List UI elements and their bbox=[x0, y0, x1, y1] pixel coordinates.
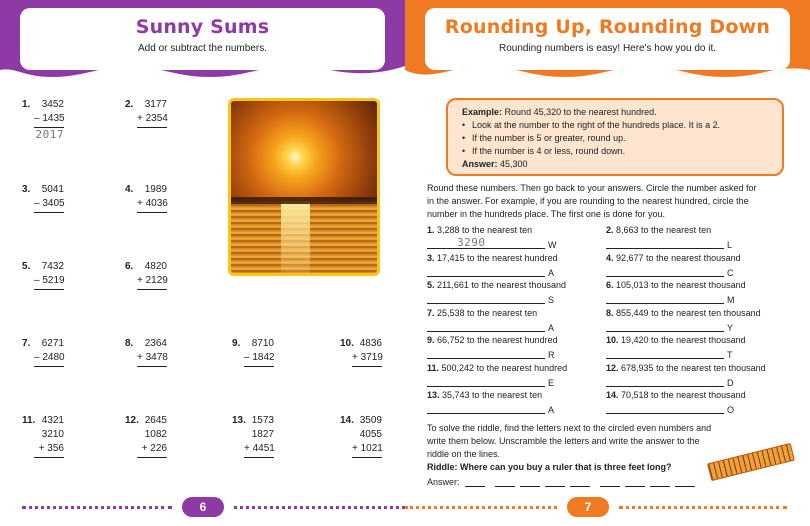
operand: + 1021 bbox=[352, 443, 383, 454]
item-text: 8,663 to the nearest ten bbox=[616, 225, 712, 235]
item-text: 66,752 to the nearest hundred bbox=[437, 335, 558, 345]
answer-rule bbox=[137, 212, 167, 213]
riddle-letter: S bbox=[548, 295, 555, 305]
item-text: 70,518 to the nearest thousand bbox=[621, 390, 746, 400]
example-box bbox=[446, 98, 784, 176]
item-number: 8. bbox=[606, 307, 614, 318]
rounding-item bbox=[606, 279, 776, 306]
operand: 5041 bbox=[41, 184, 64, 195]
item-text: 35,743 to the nearest ten bbox=[442, 390, 543, 400]
operand: 3509 bbox=[359, 415, 382, 426]
operand: 2645 bbox=[144, 415, 167, 426]
riddle-letter: E bbox=[548, 377, 555, 388]
example-bullets bbox=[462, 119, 768, 158]
item-text: 17,415 to the nearest hundred bbox=[437, 252, 558, 263]
operand: – 2480 bbox=[34, 352, 65, 363]
riddle-letter: R bbox=[548, 350, 555, 360]
rounding-item bbox=[606, 389, 776, 416]
answer-blank[interactable] bbox=[495, 478, 515, 487]
item-text: 25,538 to the nearest ten bbox=[437, 307, 538, 318]
page-title: Rounding Up, Rounding Down bbox=[444, 16, 771, 38]
problem-number: 5. bbox=[22, 261, 31, 272]
item-number: 6. bbox=[606, 280, 614, 290]
item-number: 14. bbox=[606, 390, 619, 400]
problem-number: 4. bbox=[125, 184, 134, 195]
operand: – 1435 bbox=[34, 113, 65, 124]
example-bullet: • Look at the number to the right of the hundreds place. It is a 2. bbox=[462, 119, 768, 132]
answer-rule bbox=[244, 366, 274, 367]
answer-rule bbox=[352, 457, 382, 458]
answer-rule bbox=[137, 457, 167, 458]
answer-line[interactable] bbox=[427, 276, 545, 277]
answer-line[interactable] bbox=[606, 248, 724, 249]
operand: 8710 bbox=[251, 338, 274, 349]
answer-line[interactable] bbox=[427, 331, 545, 332]
item-number: 10. bbox=[606, 335, 619, 345]
left-footer bbox=[0, 497, 405, 517]
operand: + 226 bbox=[141, 443, 167, 454]
operand: 4836 bbox=[359, 338, 382, 349]
operand: 4820 bbox=[144, 261, 167, 272]
answer-rule bbox=[137, 366, 167, 367]
rounding-item bbox=[427, 224, 597, 251]
operand: 6271 bbox=[41, 338, 64, 349]
problem-number: 3. bbox=[22, 184, 31, 195]
answer-rule bbox=[34, 212, 64, 213]
item-text: 678,935 to the nearest ten thousand bbox=[621, 362, 766, 373]
answer-line[interactable] bbox=[606, 358, 724, 359]
answer-rule bbox=[244, 457, 274, 458]
operand: 4321 bbox=[41, 415, 64, 426]
operand: + 3478 bbox=[137, 352, 168, 363]
answer-blank[interactable] bbox=[600, 478, 620, 487]
answer-rule bbox=[137, 127, 167, 128]
answer-blank[interactable] bbox=[465, 478, 485, 487]
answer-blank[interactable] bbox=[650, 478, 670, 487]
answer-line[interactable] bbox=[606, 331, 724, 332]
operand: – 3405 bbox=[34, 198, 65, 209]
answer-blank[interactable] bbox=[625, 478, 645, 487]
rounding-item bbox=[427, 279, 597, 306]
riddle-letter: D bbox=[727, 377, 734, 388]
answer-rule bbox=[34, 366, 64, 367]
answer-line[interactable] bbox=[427, 248, 545, 249]
riddle-letter: O bbox=[727, 405, 735, 415]
right-title-box bbox=[425, 8, 790, 70]
answer-blank[interactable] bbox=[545, 478, 565, 487]
item-number: 13. bbox=[427, 390, 440, 400]
item-text: 211,661 to the nearest thousand bbox=[437, 280, 566, 290]
item-number: 3. bbox=[427, 252, 435, 263]
operand: + 4451 bbox=[244, 443, 275, 454]
riddle-letter: A bbox=[548, 267, 555, 278]
operand: + 2129 bbox=[137, 275, 168, 286]
item-text: 500,242 to the nearest hundred bbox=[441, 362, 568, 373]
operand: 3177 bbox=[144, 99, 167, 110]
page-number: 6 bbox=[182, 497, 224, 517]
item-number: 1. bbox=[427, 225, 435, 235]
item-text: 3,288 to the nearest ten bbox=[437, 225, 533, 235]
right-header-band bbox=[405, 0, 810, 82]
problem-number: 12. bbox=[125, 415, 139, 426]
answer-line[interactable] bbox=[606, 276, 724, 277]
operand: + 3719 bbox=[352, 352, 383, 363]
problem-number: 1. bbox=[22, 99, 31, 110]
problem-number: 8. bbox=[125, 338, 134, 349]
handwritten-answer: 2017 bbox=[35, 128, 64, 141]
left-header-band bbox=[0, 0, 405, 82]
operand: + 2354 bbox=[137, 113, 168, 124]
riddle-letter: A bbox=[548, 322, 555, 333]
item-text: 19,420 to the nearest thousand bbox=[621, 335, 746, 345]
page-subtitle: Add or subtract the numbers. bbox=[138, 43, 267, 54]
operand: + 356 bbox=[38, 443, 64, 454]
riddle-letter: W bbox=[548, 240, 557, 250]
rounding-item bbox=[427, 362, 597, 389]
item-number: 12. bbox=[606, 362, 619, 373]
answer-rule bbox=[34, 457, 64, 458]
item-number: 9. bbox=[427, 335, 435, 345]
answer-line[interactable] bbox=[427, 413, 545, 414]
answer-line[interactable] bbox=[427, 386, 545, 387]
item-text: 855,449 to the nearest ten thousand bbox=[616, 307, 761, 318]
problem-number: 13. bbox=[232, 415, 246, 426]
item-number: 2. bbox=[606, 225, 614, 235]
page-subtitle: Rounding numbers is easy! Here's how you do it. bbox=[498, 43, 717, 54]
problem-number: 11. bbox=[22, 415, 36, 426]
sunset-photo bbox=[228, 98, 380, 276]
item-number: 7. bbox=[427, 307, 435, 318]
operand: 1989 bbox=[144, 184, 167, 195]
rounding-item bbox=[427, 389, 597, 416]
operand: 1573 bbox=[251, 415, 274, 426]
riddle-letter: L bbox=[727, 240, 733, 250]
answer-label: Answer: bbox=[427, 477, 460, 487]
operand: – 1842 bbox=[244, 352, 275, 363]
problem-number: 2. bbox=[125, 99, 134, 110]
answer-line[interactable] bbox=[606, 303, 724, 304]
handwritten-answer: 3290 bbox=[457, 236, 486, 249]
answer-line[interactable] bbox=[427, 303, 545, 304]
problem-number: 9. bbox=[232, 338, 241, 349]
page-title: Sunny Sums bbox=[135, 16, 270, 38]
rounding-item bbox=[606, 334, 776, 361]
example-heading: Example: Round 45,320 to the nearest hundred. bbox=[462, 107, 657, 117]
riddle-letter: A bbox=[548, 405, 555, 415]
item-number: 4. bbox=[606, 252, 614, 263]
operand: 1827 bbox=[251, 429, 274, 440]
rounding-item bbox=[427, 307, 597, 334]
example-bullet: • If the number is 4 or less, round down. bbox=[462, 145, 768, 158]
riddle-question: Riddle: Where can you buy a ruler that is three feet long? bbox=[427, 462, 672, 472]
operand: 3210 bbox=[41, 429, 64, 440]
answer-row bbox=[427, 477, 695, 487]
problem-number: 14. bbox=[340, 415, 354, 426]
operand: 3452 bbox=[41, 99, 64, 110]
item-number: 11. bbox=[427, 362, 440, 373]
answer-line[interactable] bbox=[606, 413, 724, 414]
right-footer bbox=[405, 497, 810, 517]
answer-rule bbox=[34, 289, 64, 290]
problem-number: 6. bbox=[125, 261, 134, 272]
operand: 1082 bbox=[144, 429, 167, 440]
rounding-item bbox=[427, 334, 597, 361]
riddle-letter: M bbox=[727, 295, 735, 305]
rounding-item bbox=[606, 362, 776, 389]
rounding-item bbox=[606, 224, 776, 251]
answer-line[interactable] bbox=[427, 358, 545, 359]
example-answer: Answer: 45,300 bbox=[462, 159, 528, 169]
problem-number: 7. bbox=[22, 338, 31, 349]
operand: 2364 bbox=[144, 338, 167, 349]
rounding-item bbox=[427, 252, 597, 279]
item-text: 92,677 to the nearest thousand bbox=[616, 252, 741, 263]
left-title-box bbox=[20, 8, 385, 70]
answer-blank[interactable] bbox=[675, 478, 695, 487]
operand: 4055 bbox=[359, 429, 382, 440]
riddle-letter: T bbox=[727, 350, 733, 360]
answer-line[interactable] bbox=[606, 386, 724, 387]
instructions: Round these numbers. Then go back to your answers. Circle the number asked for in the answer. For example, if you are rounding to the nearest hundred, circle the number in the hundreds place. The first one is done for you. bbox=[427, 183, 757, 219]
operand: + 4036 bbox=[137, 198, 168, 209]
operand: 7432 bbox=[41, 261, 64, 272]
operand: – 5219 bbox=[34, 275, 65, 286]
answer-rule bbox=[352, 366, 382, 367]
rounding-item bbox=[606, 307, 776, 334]
answer-blank[interactable] bbox=[570, 478, 590, 487]
item-number: 5. bbox=[427, 280, 435, 290]
riddle-letter: Y bbox=[727, 322, 734, 333]
riddle-letter: C bbox=[727, 267, 734, 278]
answer-blank[interactable] bbox=[520, 478, 540, 487]
page-number: 7 bbox=[567, 497, 609, 517]
rounding-item bbox=[606, 252, 776, 279]
answer-rule bbox=[137, 289, 167, 290]
example-bullet: • If the number is 5 or greater, round up. bbox=[462, 132, 768, 145]
riddle-instructions: To solve the riddle, find the letters next to the circled even numbers and write them below. Unscramble the letters and write the answer to the riddle on the lines. bbox=[427, 423, 712, 459]
item-text: 105,013 to the nearest thousand bbox=[616, 280, 746, 290]
problem-number: 10. bbox=[340, 338, 354, 349]
